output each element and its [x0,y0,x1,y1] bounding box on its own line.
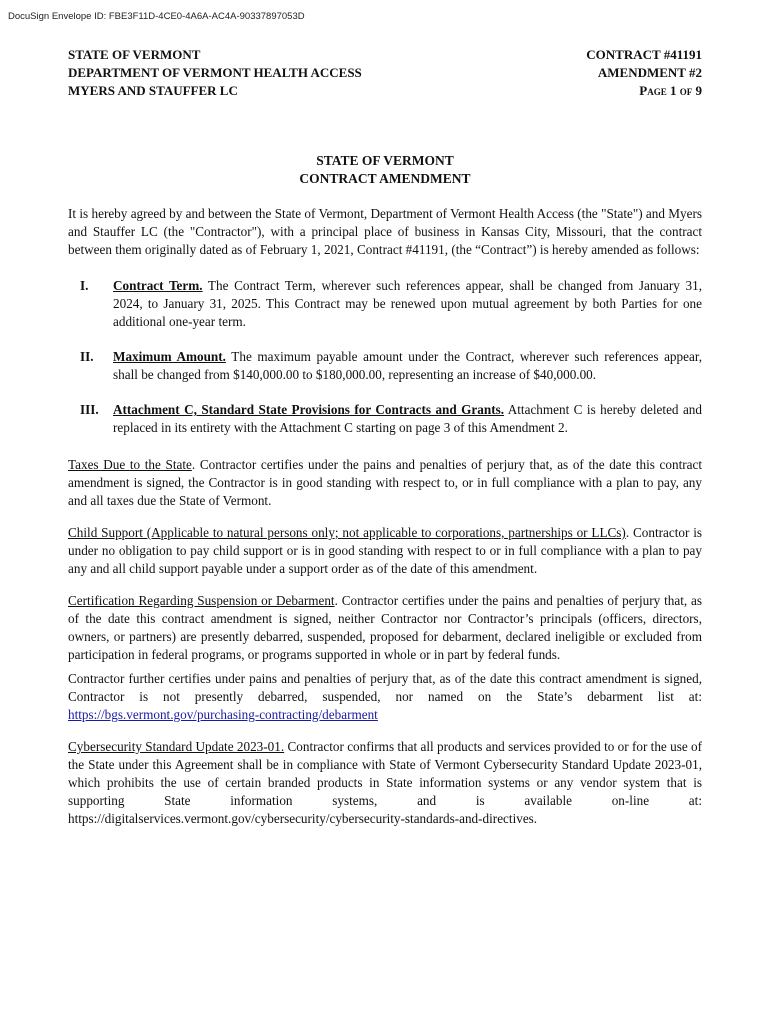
item-text [113,401,702,437]
taxes-section [68,456,702,510]
header-contract-info [586,46,702,100]
header-parties [68,46,362,100]
amendment-item-2 [68,348,702,384]
item-text [113,277,702,331]
child-support-text: . Contractor is under no obligation to pay child support or is in good standing with respect to or in full compliance with a plan to pay any and all child support payable under a support order as of the date of this amendment. [68,525,702,576]
cybersecurity-section [68,738,702,828]
debarment-further-section [68,670,702,724]
item-text [113,348,702,384]
amendment-number: AMENDMENT #2 [597,65,702,80]
item-number: I. [80,278,89,293]
debarment-text: . Contractor certifies under the pains and penalties of perjury that, as of the date this contract amendment is signed, neither Contractor nor Contractor’s principals (officers, directors, owners, or partners) are presently debarred, suspended, proposed for debarment, declared ineligible or excluded from participation in federal programs, or programs supported in whole or in part by federal funds. [68,593,702,662]
child-support-section [68,524,702,578]
header-contractor: MYERS AND STAUFFER LC [68,83,238,98]
document-title [0,152,770,188]
document-body [68,205,702,842]
title-line-1: STATE OF VERMONT [316,153,454,168]
header-department: DEPARTMENT OF VERMONT HEALTH ACCESS [68,65,362,80]
item-number: III. [80,402,99,417]
debarment-further-text: Contractor further certifies under pains and penalties of perjury that, as of the date this contract amendment is signed, Contractor is not presently debarred, suspended, nor named on the State’s debarment list at: [68,671,702,704]
item-heading: Maximum Amount. [113,349,226,364]
cybersecurity-heading: Cybersecurity Standard Update 2023-01. [68,739,285,754]
item-body: Attachment C is hereby deleted and replaced in its entirety with the Attachment C starting on page 3 of this Amendment 2. [113,402,702,435]
intro-paragraph: It is hereby agreed by and between the State of Vermont, Department of Vermont Health Access (the "State") and Myers and Stauffer LC (the "Contractor"), with a principal place of business in Kansas City, Missouri, that the contract between them originally dated as of February 1, 2021, Contract #41191, (the “Contract”) is hereby amended as follows: [68,206,702,257]
docusign-envelope-id: DocuSign Envelope ID: FBE3F11D-4CE0-4A6A-AC4A-90337897053D [8,11,305,22]
header-state: STATE OF VERMONT [68,47,201,62]
item-number: II. [80,349,94,364]
contract-number: CONTRACT #41191 [586,47,702,62]
debarment-list-link[interactable]: https://bgs.vermont.gov/purchasing-contracting/debarment [68,707,378,722]
amendment-item-3 [68,401,702,437]
amendment-item-1 [68,277,702,331]
title-line-2: CONTRACT AMENDMENT [299,171,471,186]
debarment-heading: Certification Regarding Suspension or Debarment [68,593,335,608]
item-heading: Attachment C, Standard State Provisions for Contracts and Grants. [113,402,505,417]
child-support-heading: Child Support (Applicable to natural persons only; not applicable to corporations, partnerships or LLCs) [68,525,626,540]
item-body: The maximum payable amount under the Contract, wherever such references appear, shall be changed from $140,000.00 to $180,000.00, representing an increase of $40,000.00. [113,349,702,382]
page-number: Page 1 of 9 [639,83,702,98]
item-body: The Contract Term, wherever such references appear, shall be changed from January 31, 2024, to January 31, 2025. This Contract may be renewed upon mutual agreement by both Parties for one additional one-year term. [113,278,702,329]
cybersecurity-text: Contractor confirms that all products and services provided to or for the use of the State under this Agreement shall be in compliance with State of Vermont Cybersecurity Standard Update 2023-01, which prohibits the use of certain branded products in State information systems or any vendor system that is supporting State information systems, and is available on-line at: https://digitalservices.vermont.gov/cybersecurity/cybersecurity-standards-and-directives. [68,739,702,826]
item-heading: Contract Term. [113,278,203,293]
taxes-text: . Contractor certifies under the pains and penalties of perjury that, as of the date this contract amendment is signed, the Contractor is in good standing with respect to, or in full compliance with a plan to pay, any and all taxes due the State of Vermont. [68,457,702,508]
taxes-heading: Taxes Due to the State [68,457,192,472]
debarment-section [68,592,702,664]
